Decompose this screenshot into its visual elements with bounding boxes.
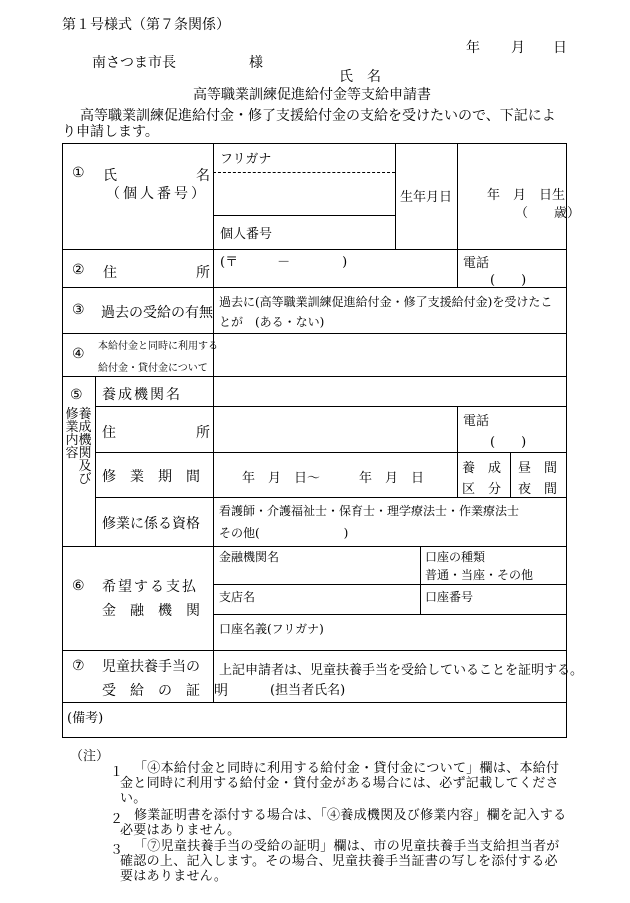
row5-number: ⑤ bbox=[70, 387, 83, 403]
account-type-options[interactable]: 普通・当座・その他 bbox=[425, 568, 534, 582]
furigana-divider bbox=[213, 172, 395, 173]
study-period-value[interactable]: 年 月 日〜 年 月 日 bbox=[242, 471, 425, 486]
row5-vertical-label-1: 修業内容 bbox=[65, 407, 79, 461]
bank-name-label: 金融機関名 bbox=[219, 550, 280, 564]
daytime-option[interactable]: 昼 間 bbox=[518, 461, 558, 476]
row2-label-sho: 所 bbox=[196, 265, 210, 281]
form-number: 第１号様式（第７条関係） bbox=[62, 17, 230, 33]
date-year: 年 bbox=[466, 40, 480, 56]
institution-address-label-a: 住 bbox=[102, 425, 116, 441]
training-kubun-label-2: 区 分 bbox=[462, 482, 502, 497]
row1-label-mei: 名 bbox=[196, 168, 210, 184]
row-divider bbox=[62, 333, 567, 334]
row3-number: ③ bbox=[72, 302, 85, 318]
row-divider bbox=[95, 497, 567, 498]
account-type-label: 口座の種類 bbox=[425, 550, 486, 564]
institution-address-label-b: 所 bbox=[196, 425, 210, 441]
row-divider bbox=[62, 249, 567, 250]
row1-label-kojin: （個人番号） bbox=[106, 186, 208, 202]
birthdate-label: 生年月日 bbox=[400, 190, 453, 205]
addressee-honorific: 様 bbox=[249, 55, 263, 71]
row7-number: ⑦ bbox=[72, 658, 85, 674]
applicant-name-label: 氏 名 bbox=[339, 69, 381, 85]
row-divider bbox=[62, 702, 567, 703]
row5-vertical-label-2: 養成機関及び bbox=[78, 407, 92, 487]
col-divider bbox=[457, 143, 458, 249]
row3-label: 過去の受給の有無 bbox=[101, 305, 213, 321]
row6-number: ⑥ bbox=[72, 578, 85, 594]
col-divider bbox=[395, 143, 396, 249]
note-2-number: ２ bbox=[110, 812, 124, 827]
qualification-other[interactable]: その他( ) bbox=[219, 526, 349, 540]
row7-label-1: 児童扶養手当の bbox=[102, 659, 200, 675]
col-divider bbox=[213, 143, 214, 650]
phone-field[interactable]: ( ) bbox=[490, 273, 527, 288]
intro-line-2: り申請します。 bbox=[62, 124, 159, 140]
row7-label-2: 受 給 の 証 明 bbox=[102, 683, 228, 699]
remarks-label: (備考) bbox=[67, 711, 104, 726]
intro-line-1: 高等職業訓練促進給付金・修了支援給付金の支給を受けたいので、下記によ bbox=[80, 108, 556, 124]
note-3-text: 「⑦児童扶養手当の受給の証明」欄は、市の児童扶養手当支給担当者が確認の上、記入します。その場合、児童扶養手当証書の写しを添付する必要はありません。 bbox=[120, 839, 560, 884]
row2-number: ② bbox=[72, 262, 85, 278]
row2-label-ju: 住 bbox=[103, 265, 117, 281]
age-value: （ 歳） bbox=[515, 206, 581, 221]
row1-label-shi: 氏 bbox=[103, 168, 117, 184]
col-divider bbox=[457, 406, 458, 452]
bank-divider bbox=[213, 614, 567, 615]
col-divider bbox=[420, 546, 421, 614]
birthdate-value: 年 月 日生 bbox=[487, 188, 566, 203]
bank-divider bbox=[213, 584, 567, 585]
page-title: 高等職業訓練促進給付金等支給申請書 bbox=[193, 87, 431, 103]
staff-name-label: (担当者氏名) bbox=[270, 683, 346, 698]
qualification-label: 修業に係る資格 bbox=[102, 516, 200, 532]
row-divider bbox=[95, 406, 567, 407]
institution-phone-label: 電話 bbox=[463, 414, 490, 429]
phone-label: 電話 bbox=[463, 256, 490, 271]
row4-number: ④ bbox=[72, 346, 85, 362]
row1-number: ① bbox=[72, 165, 85, 181]
date-month: 月 bbox=[511, 40, 525, 56]
branch-name-label: 支店名 bbox=[219, 590, 256, 604]
kojin-divider bbox=[213, 215, 395, 216]
addressee: 南さつま市長 bbox=[92, 55, 176, 71]
row-divider bbox=[62, 376, 567, 377]
study-period-label: 修 業 期 間 bbox=[102, 469, 200, 485]
notes-heading: （注） bbox=[70, 749, 110, 764]
col-divider bbox=[95, 376, 96, 546]
date-day: 日 bbox=[553, 40, 567, 56]
note-1-number: １ bbox=[110, 765, 124, 780]
row-divider bbox=[95, 452, 567, 453]
nighttime-option[interactable]: 夜 間 bbox=[518, 482, 558, 497]
row-divider bbox=[62, 650, 567, 651]
account-number-label: 口座番号 bbox=[425, 590, 474, 604]
postal-code-field[interactable]: (〒 － ) bbox=[220, 255, 348, 270]
certification-text: 上記申請者は、児童扶養手当を受給していることを証明する。 bbox=[219, 663, 584, 678]
note-1-text: 「④本給付金と同時に利用する給付金・貸付金について」欄は、本給付金と同時に利用する給付金・貸付金がある場合には、必ず記載してください。 bbox=[120, 761, 560, 806]
row4-label-1: 本給付金と同時に利用する bbox=[98, 341, 218, 352]
col-divider bbox=[457, 249, 458, 287]
kojin-bango-label: 個人番号 bbox=[220, 227, 273, 242]
note-3-number: ３ bbox=[110, 843, 124, 858]
row6-label-2: 金 融 機 関 bbox=[102, 603, 200, 619]
row-divider bbox=[62, 546, 567, 547]
institution-name-label: 養成機関名 bbox=[102, 387, 182, 403]
institution-phone-field[interactable]: ( ) bbox=[490, 435, 527, 450]
training-kubun-label-1: 養 成 bbox=[462, 461, 502, 476]
note-2-text: 修業証明書を添付する場合は、「④養成機関及び修業内容」欄を記入する必要はありません。 bbox=[120, 808, 567, 838]
col-divider bbox=[510, 452, 511, 497]
col-divider bbox=[457, 452, 458, 497]
past-receipt-text-2[interactable]: とが (ある・ない) bbox=[219, 315, 325, 329]
row6-label-1: 希望する支払 bbox=[102, 579, 198, 595]
qualification-options[interactable]: 看護師・介護福祉士・保育士・理学療法士・作業療法士 bbox=[219, 504, 520, 518]
past-receipt-text-1: 過去に(高等職業訓練促進給付金・修了支援給付金)を受けたこ bbox=[219, 295, 553, 309]
furigana-label: フリガナ bbox=[220, 152, 272, 167]
account-holder-label: 口座名義(フリガナ) bbox=[219, 622, 324, 636]
row4-label-2: 給付金・貸付金について bbox=[98, 363, 208, 374]
